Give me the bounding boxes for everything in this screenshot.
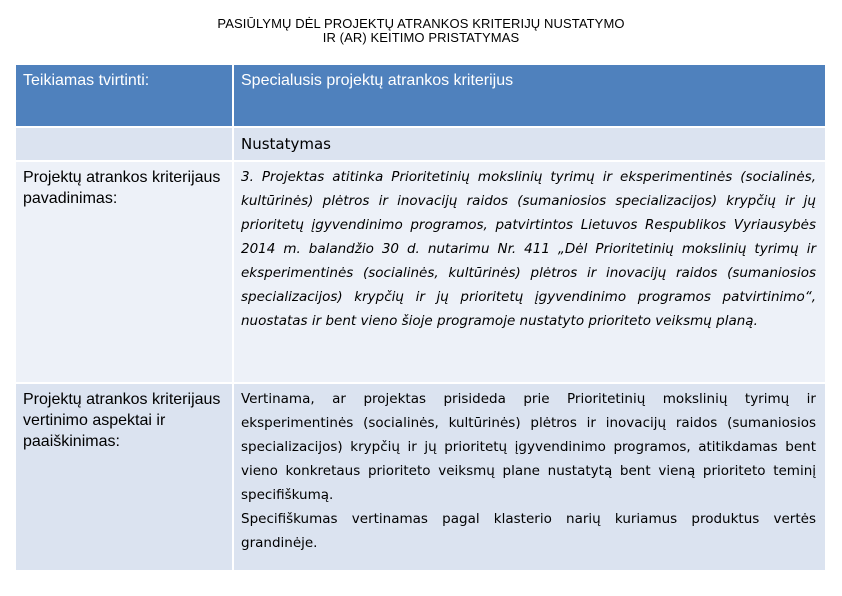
title-line-1: PASIŪLYMŲ DĖL PROJEKTŲ ATRANKOS KRITERIJŲ NUSTATYMO [217,16,625,31]
row-2-label-cell [16,384,232,570]
row-1-label: Projektų atrankos kriterijaus pavadinimas: [23,169,221,207]
row-1-content-cell [234,162,825,382]
row-1-content: 3. Projektas atitinka Prioritetinių mokslinių tyrimų ir eksperimentinės (socialinės, kultūrinės) plėtros ir inovacijų raidos (sumaniosios specializacijos) krypčių ir jų prioritetų įgyvendinimo programos, patvirtintos Lietuvos Respublikos Vyriausybės 2014 m. balandžio 30 d. nutarimu Nr. 411 „Dėl Prioritetinių mokslinių tyrimų ir eksperimentinės (socialinės, kultūrinės) plėtros ir inovacijų raidos (sumaniosios specializacijos) krypčių ir jų prioritetų įgyvendinimo programos patvirtinimo“, nuostatas ir bent vieno šioje programoje nustatyto prioriteto veiksmų planą. [241,169,816,329]
header-left-cell [16,65,232,126]
row-2-content-paragraph-1: Vertinama, ar projektas prisideda prie Prioritetinių mokslinių tyrimų ir eksperimentinės (socialinės, kultūrinės) plėtros ir inovacijų raidos (sumaniosios specializacijos) krypčių ir jų prioritetų įgyvendinimo programos, atitikdamas bent vieno konkretaus prioriteto veiksmų plane nustatytą bent vieną prioriteto teminį specifiškumą. [241,391,816,503]
row-2-content-paragraph-2: Specifiškumas vertinamas pagal klasterio narių kuriamus produktus vertės grandinėje. [241,511,816,551]
header-right-text: Specialusis projektų atrankos kriterijus [241,72,514,89]
header-left-text: Teikiamas tvirtinti: [23,72,150,89]
document-title [0,17,842,45]
subheader-right-cell [234,128,825,160]
criteria-table [16,65,825,570]
subheader-left-cell [16,128,232,160]
subheader-right-text: Nustatymas [241,135,331,153]
row-1-label-cell [16,162,232,382]
row-2-content-cell [234,384,825,570]
header-right-cell [234,65,825,126]
row-2-label: Projektų atrankos kriterijaus vertinimo aspektai ir paaiškinimas: [23,391,221,450]
title-line-2: IR (AR) KEITIMO PRISTATYMAS [322,30,520,45]
